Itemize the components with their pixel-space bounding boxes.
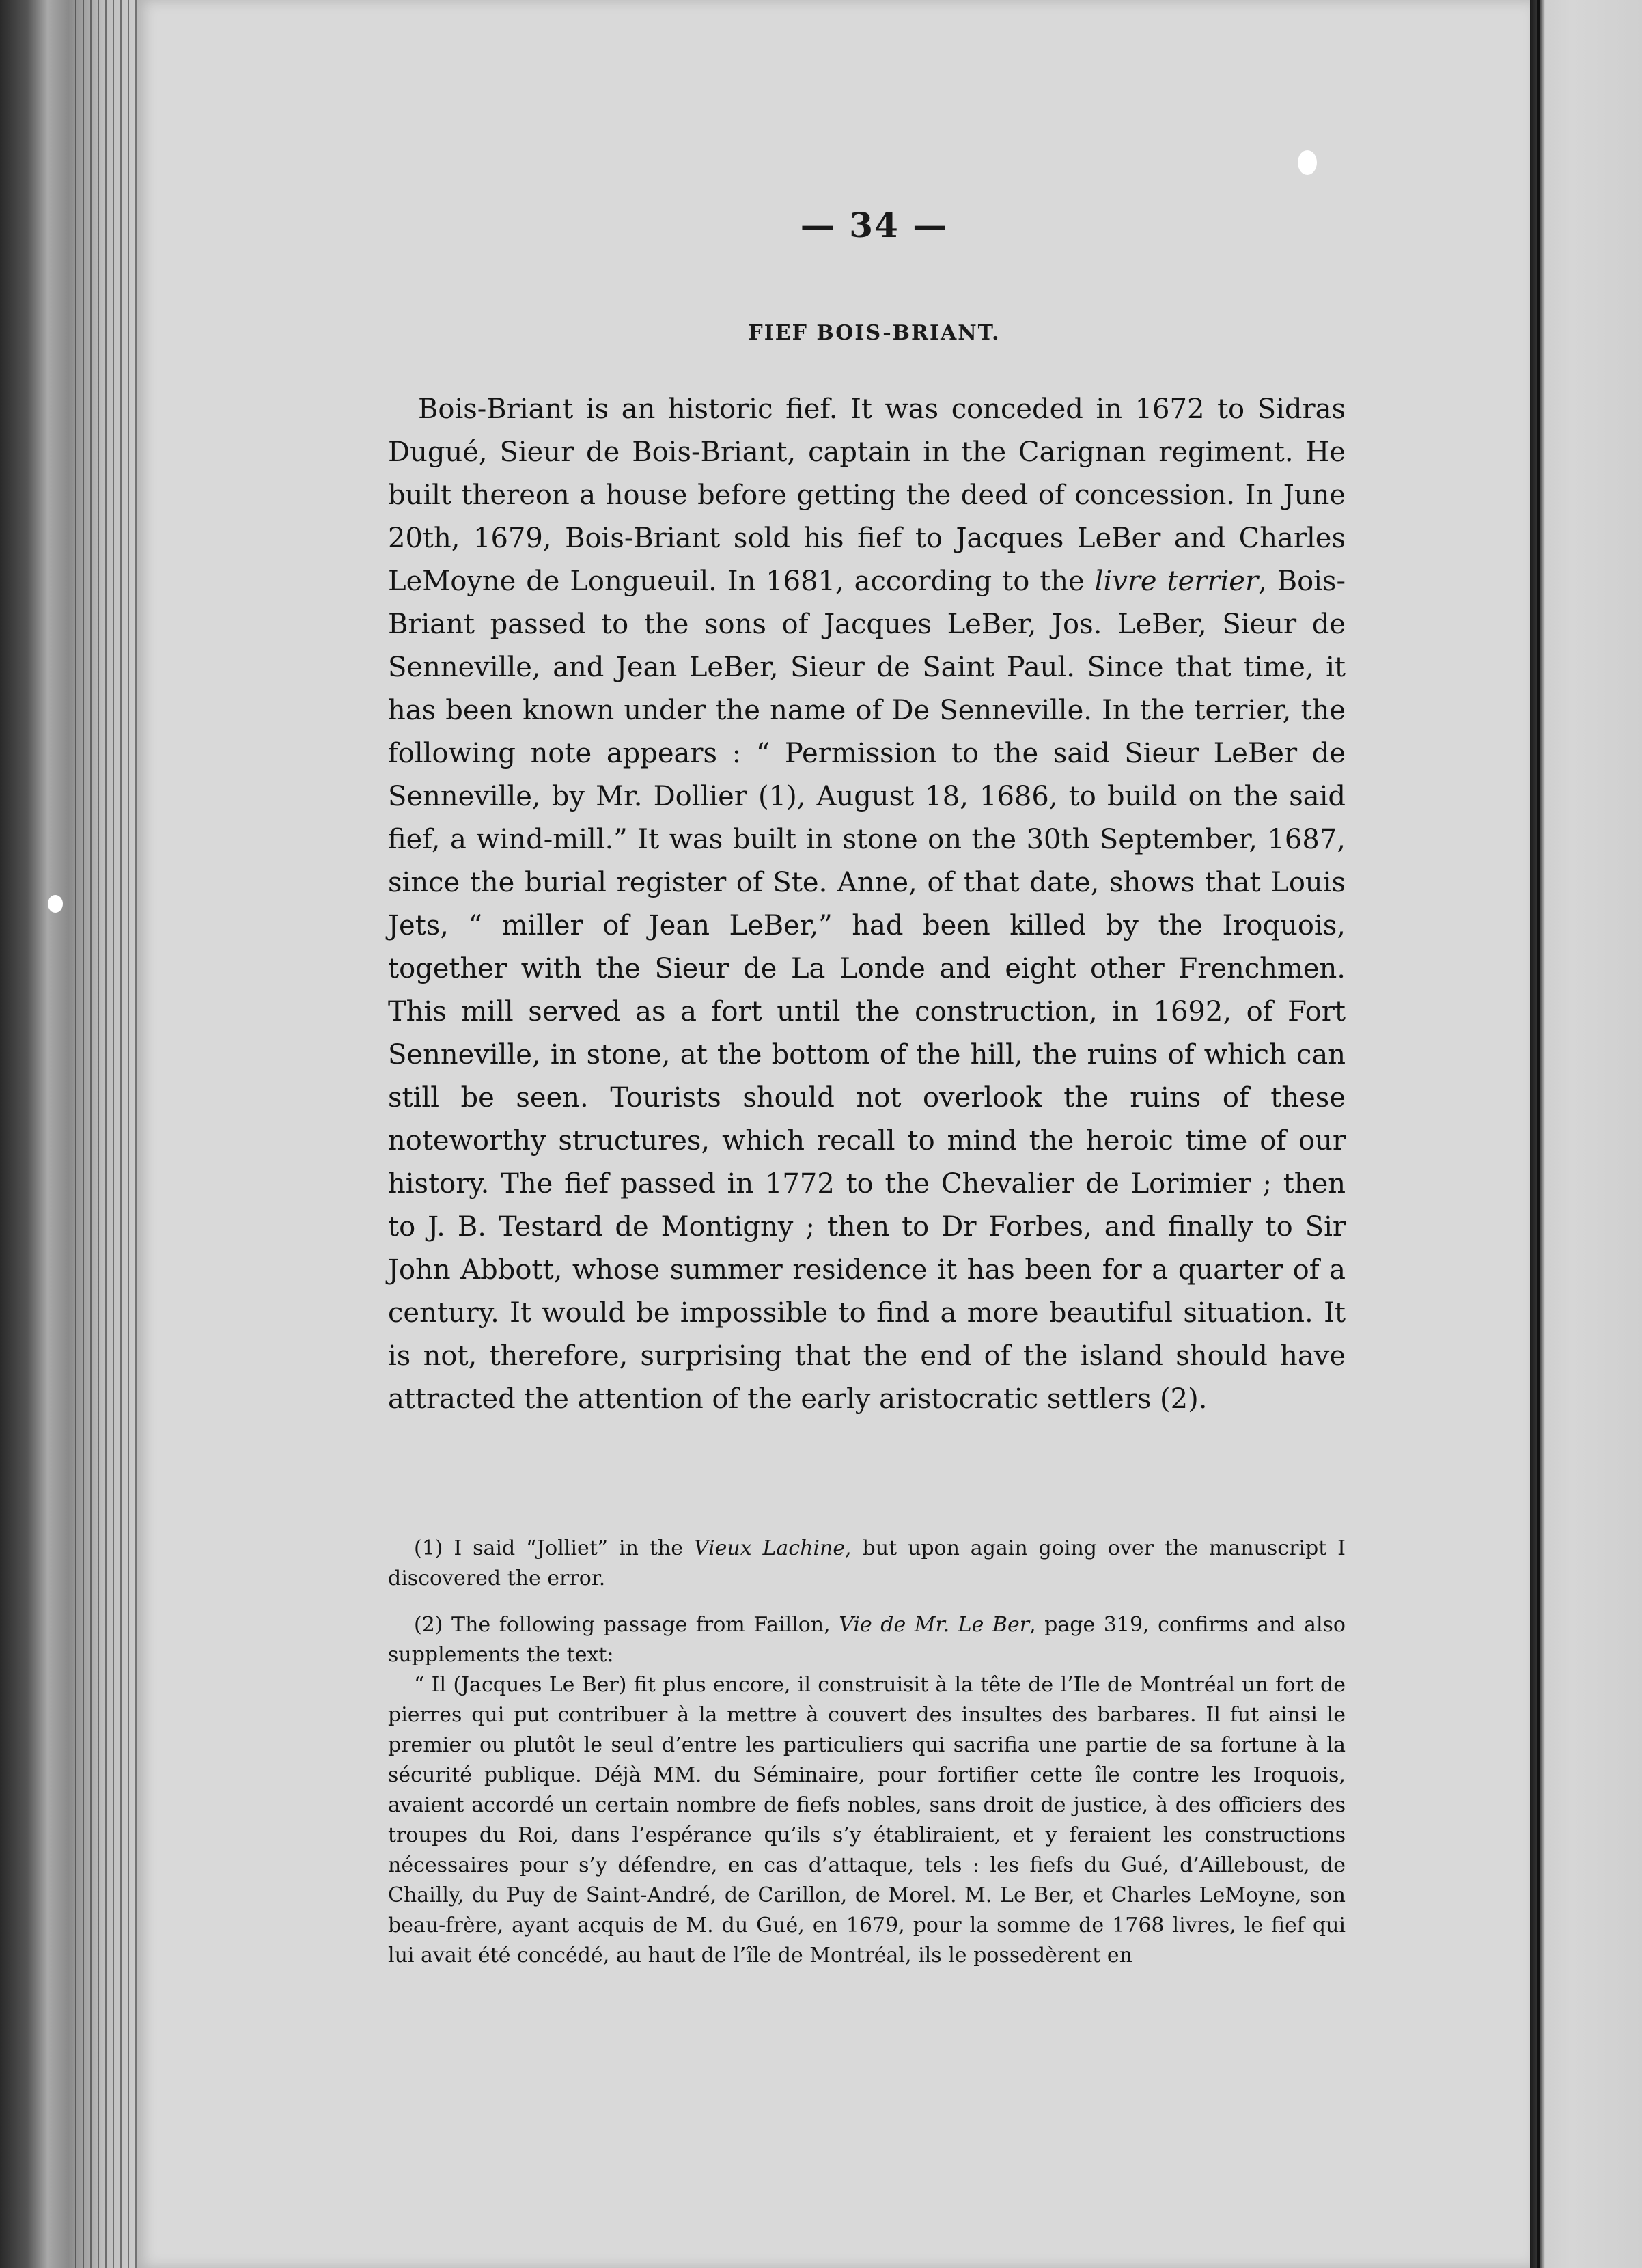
footnote-2-quote: “ Il (Jacques Le Ber) fit plus encore, il construisit à la tête de l’Ile de Montréal un fort de pierres qui put contribuer à la mettre à couvert des insultes des barbares. Il fut ainsi le premier ou plutôt le seul d’entre les particuliers qui sacrifia une partie de sa fortune à la sécurité publique. Déjà MM. du Séminaire, pour fortifier cette île contre les Iroquois, avaient accordé un certain nombre de fiefs nobles, sans droit de justice, à des officiers des troupes du Roi, dans l’espérance qu’ils s’y établiraient, et y feraient les constructions nécessaires pour s’y défendre, en cas d’attaque, tels : les fiefs du Gué, d’Ailleboust, de Chailly, du Puy de Saint-André, de Carillon, de Morel. M. Le Ber, et Charles LeMoyne, son beau-frère, ayant acquis de M. du Gué, en 1679, pour la somme de 1768 livres, le fief qui lui avait été concédé, au haut de l’île de Montréal, ils le possedèrent en bbox=[388, 1673, 1346, 1967]
footnotes bbox=[388, 1534, 1346, 1971]
footnote-italic: Vie de Mr. Le Ber bbox=[839, 1613, 1030, 1637]
footnote-2 bbox=[388, 1610, 1346, 1670]
footnote-text: (1) I said “Jolliet” in the bbox=[414, 1536, 694, 1560]
body-italic-term: livre terrier bbox=[1094, 566, 1259, 597]
body-paragraph bbox=[388, 388, 1346, 1421]
footnote-text: (2) The following passage from Faillon, bbox=[414, 1613, 839, 1637]
section-heading: FIEF BOIS-BRIANT. bbox=[748, 321, 1001, 345]
scan-speck bbox=[48, 895, 63, 913]
body-text-part: Bois-Briant is an historic fief. It was conceded in 1672 to Sidras Dugué, Sieur de Bois-Briant, captain in the Carignan regiment. He built thereon a house before getting the deed of concession. In June 20th, 1679, Bois-Briant sold his fief to Jacques LeBer and Charles LeMoyne de Longueuil. In 1681, according to the bbox=[388, 393, 1346, 597]
footnote-text: , but upon again going over the manuscript I discovered the error. bbox=[388, 1536, 1346, 1590]
page-number: — 34 — bbox=[800, 205, 949, 245]
footnote-1 bbox=[388, 1534, 1346, 1594]
scan-speck bbox=[1298, 150, 1317, 175]
footnote-text: , page 319, confirms and also supplements the text: bbox=[388, 1613, 1346, 1667]
body-text-part: , Bois-Briant passed to the sons of Jacques LeBer, Jos. LeBer, Sieur de Senneville, and Jean LeBer, Sieur de Saint Paul. Since that time, it has been known under the name of De Senneville. In the terrier, the following note appears : “ Permission to the said Sieur LeBer de Senneville, by Mr. Dollier (1), August 18, 1686, to build on the said fief, a wind-mill.” It was built in stone on the 30th September, 1687, since the burial register of Ste. Anne, of that date, shows that Louis Jets, “ miller of Jean LeBer,” had been killed by the Iroquois, together with the Sieur de La Londe and eight other Frenchmen. This mill served as a fort until the construction, in 1692, of Fort Senneville, in stone, at the bottom of the hill, the ruins of which can still be seen. Tourists should not overlook the ruins of these noteworthy structures, which recall to mind the heroic time of our history. The fief passed in 1772 to the Chevalier de Lorimier ; then to J. B. Testard de Montigny ; then to Dr Forbes, and finally to Sir John Abbott, whose summer residence it has been for a quarter of a century. It would be impossible to find a more beautiful situation. It is not, therefore, surprising that the end of the island should have attracted the attention of the early aristocratic settlers (2). bbox=[388, 566, 1346, 1415]
footnote-italic: Vieux Lachine bbox=[693, 1536, 846, 1560]
